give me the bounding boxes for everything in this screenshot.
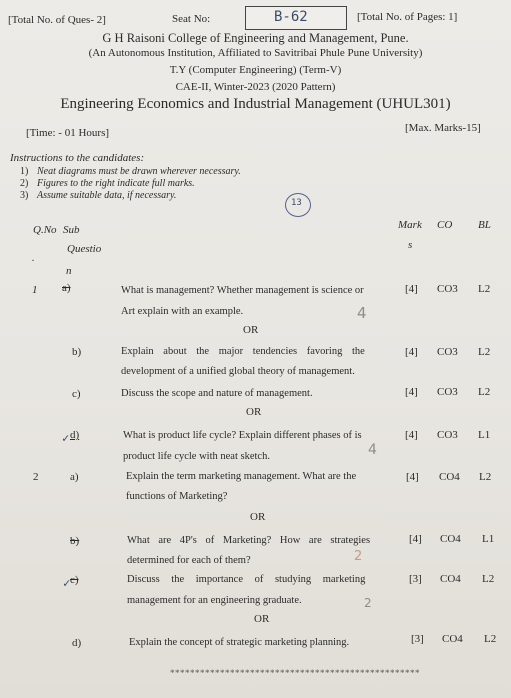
sub-2b: b): [70, 535, 80, 547]
question-2b-line1: What are 4P's of Marketing? How are strategies: [127, 535, 371, 546]
instruction-num-3: 3): [20, 190, 29, 201]
seat-number-box: [245, 6, 347, 30]
marks-1b: [4]: [405, 346, 418, 358]
sub-1a: a): [62, 282, 71, 294]
question-2a-line1: Explain the term marketing management. What are the: [126, 471, 357, 482]
instruction-num-1: 1): [20, 166, 29, 177]
total-pages: [Total No. of Pages: 1]: [357, 11, 458, 23]
pencil-score-1a: 4: [357, 304, 367, 322]
marks-2a: [4]: [406, 471, 419, 483]
bl-1d: L1: [478, 429, 491, 441]
tick-mark-1d: ✓: [62, 431, 70, 445]
marks-1d: [4]: [405, 429, 418, 441]
col-marks-cont: s: [408, 239, 413, 251]
footer-stars: **************************************************: [170, 668, 420, 678]
col-dot: .: [32, 253, 35, 264]
program: T.Y (Computer Engineering) (Term-V): [169, 64, 342, 76]
time-label: [Time: - 01 Hours]: [26, 127, 110, 139]
question-1d-line2: product life cycle with neat sketch.: [123, 451, 270, 462]
co-1b: CO3: [437, 346, 458, 358]
sub-2d: d): [72, 637, 82, 649]
co-1c: CO3: [437, 386, 458, 398]
instructions-heading: Instructions to the candidates:: [10, 152, 145, 164]
college-name: G H Raisoni College of Engineering and Management, Pune.: [102, 31, 409, 45]
seat-label: Seat No:: [172, 13, 211, 25]
col-marks: Mark: [398, 219, 422, 231]
affiliation: (An Autonomous Institution, Affiliated to Savitribai Phule Pune University): [88, 47, 423, 59]
circled-score: 13: [285, 193, 311, 217]
sub-2c: c): [70, 574, 79, 586]
or-separator-2: OR: [246, 406, 262, 418]
question-2c-line2: management for an engineering graduate.: [127, 595, 302, 606]
question-1a-line1: What is management? Whether management is science or: [121, 285, 364, 296]
marks-2b: [4]: [409, 533, 422, 545]
bl-2c: L2: [482, 573, 495, 585]
or-separator-1: OR: [243, 324, 259, 336]
qno-2: 2: [33, 471, 39, 483]
bl-1c: L2: [478, 386, 491, 398]
question-1d-line1: What is product life cycle? Explain different phases of is: [123, 430, 362, 441]
co-2a: CO4: [439, 471, 460, 483]
sub-2a: a): [70, 471, 79, 483]
question-2b-line2: determined for each of them?: [127, 555, 251, 566]
pencil-score-1d: 4: [368, 442, 377, 458]
instruction-text-2: Figures to the right indicate full marks.: [37, 178, 195, 189]
col-sub-cont: Questio: [67, 243, 102, 255]
question-1a-line2: Art explain with an example.: [121, 306, 244, 317]
col-sub-cont2: n: [66, 265, 72, 277]
pencil-score-2c: 2: [364, 596, 372, 610]
tick-mark-2c: ✓: [63, 576, 71, 590]
bl-2a: L2: [479, 471, 492, 483]
bl-2b: L1: [482, 533, 495, 545]
exam-title: CAE-II, Winter-2023 (2020 Pattern): [175, 81, 336, 93]
marks-2c: [3]: [409, 573, 422, 585]
col-co: CO: [437, 219, 453, 231]
question-1b-line2: development of a unified global theory of management.: [121, 366, 355, 377]
sub-1d: d): [70, 429, 80, 441]
subject-title: Engineering Economics and Industrial Management (UHUL301): [60, 96, 451, 112]
qno-1: 1: [32, 284, 38, 296]
bl-2d: L2: [484, 633, 497, 645]
question-2a-line2: functions of Marketing?: [126, 491, 228, 502]
marks-1a: [4]: [405, 283, 418, 295]
co-1a: CO3: [437, 283, 458, 295]
col-qno: Q.No: [33, 224, 57, 236]
co-2b: CO4: [440, 533, 461, 545]
pencil-score-2b: 2: [354, 549, 363, 564]
sub-1b: b): [72, 346, 82, 358]
instruction-num-2: 2): [20, 178, 29, 189]
co-2d: CO4: [442, 633, 463, 645]
instruction-text-1: Neat diagrams must be drawn wherever necessary.: [37, 166, 241, 177]
question-2c-line1: Discuss the importance of studying marketing: [127, 574, 366, 585]
total-questions: [Total No. of Ques- 2]: [8, 14, 106, 26]
col-bl: BL: [478, 219, 491, 231]
bl-1b: L2: [478, 346, 491, 358]
col-sub: Sub: [63, 224, 80, 236]
marks-1c: [4]: [405, 386, 418, 398]
marks-2d: [3]: [411, 633, 424, 645]
bl-1a: L2: [478, 283, 491, 295]
or-separator-3: OR: [250, 511, 266, 523]
max-marks: [Max. Marks-15]: [405, 122, 481, 134]
or-separator-4: OR: [254, 613, 270, 625]
question-1b-line1: Explain about the major tendencies favoring the: [121, 346, 365, 357]
instruction-text-3: Assume suitable data, if necessary.: [37, 190, 177, 201]
co-2c: CO4: [440, 573, 461, 585]
co-1d: CO3: [437, 429, 458, 441]
question-2d-line1: Explain the concept of strategic marketing planning.: [129, 637, 350, 648]
sub-1c: c): [72, 388, 81, 400]
seat-number: B-62: [274, 9, 308, 25]
question-1c-line1: Discuss the scope and nature of management.: [121, 388, 313, 399]
